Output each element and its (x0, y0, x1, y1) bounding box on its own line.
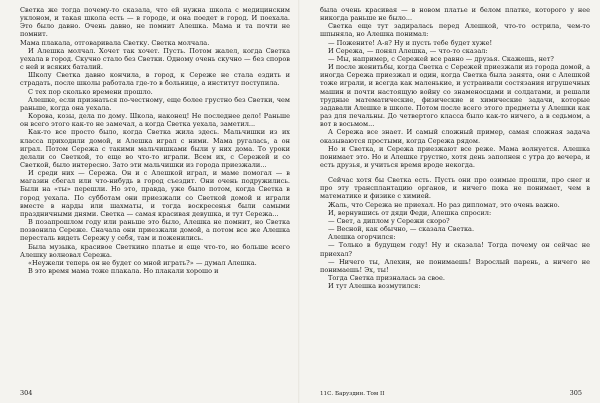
paragraph: А Сережа все знает. И самый сложный пример, самая сложная задача оказываются простыми, когда Сережа рядом. (320, 128, 590, 145)
paragraph: Алешке, если признаться по-честному, еще более грустно без Светки, чем раньше, когда она уехала. (20, 95, 290, 112)
right-page (320, 6, 590, 396)
paragraph: Алешка огорчился: (328, 233, 396, 242)
paragraph: Тогда Светка призналась за свое. (328, 274, 445, 282)
printer-signature: 11С. Баруздин. Том II (320, 391, 385, 397)
left-page (20, 6, 290, 396)
paragraph: — Свет, а диплом у Сережи скоро? (328, 216, 450, 225)
paragraph: Была музыка, красивое Светкино платье и еще что-то, но больше всего Алешку волновал Сережа. (20, 242, 290, 259)
paragraph: И Алешка молчал. Хочет так хочет. Пусть. Потом жалел, когда Светка уехала в город. Скучно стало без Светки. Одному очень скучно — без споров с ней и всяких баталий. (20, 46, 290, 72)
paragraph: — Только в будущем году! Ну и сказала! Тогда почему он сейчас не приехал? (320, 241, 590, 258)
paragraph: И, вернувшись от дяди Феди, Алешка спросил: (328, 208, 492, 217)
paragraph: Корова, козы, дела по дому. Школа, наконец! Не последнее дело! Раньше он всего этого как-то не замечал, а когда Светка уехала, заметил... (20, 112, 290, 129)
paragraph: И среди них — Сережа. Он и с Алешкой играл, и маме помогал — в магазин сбегал или что-нибудь в город съездит. Они очень подружились. Были на «ты» перешли. Но это, правда, уже было потом, когда Светка в город уехала. По субботам они приезжали со Светкой домой и играли вместе в нарды или шахматы, и тогда воскресенья были самыми праздничными днями. Светка — самая красивая девушка, и тут Сережа... (20, 169, 290, 218)
paragraph: Светка еще тут задиралась перед Алешкой, что-то острила, чем-то шпыняла, но Алешка понимал: (320, 22, 590, 39)
paragraph: Как-то все просто было, когда Светка жила здесь. Мальчишки из их класса приходили домой, и Алешка играл с ними. Мама ругалась, а он играл. Потом Сережа с такими мальчишками были у них дома. То уроки делали со Светкой, то еще во что-то играли. Всем их, с Сережей и со Светкой, было интересно. Зато эти мальчишки из города приезжали... (20, 128, 290, 169)
paragraph: Школу Светка давно кончила, в город, к Сереже не стала ездить и страдать, после школы работала где-то в больнице, а институт поступила. (20, 71, 290, 88)
paragraph: — Пожените! А-я? Ну и пусть тебе будет хуже! (328, 38, 493, 47)
paragraph: Но и Светка, и Сережа приезжают все реже. Мама волнуется. Алешка понимает это. Но и Алешке грустно, хотя день заполнен с утра до вечера, и есть друзья, и учиться время вроде некогда. (320, 144, 590, 169)
page-number-left: 304 (20, 389, 33, 397)
paragraph: — Весной, как обычно, — сказала Светка. (328, 225, 475, 234)
paragraph: И тут Алешка возмутился: (328, 282, 421, 291)
paragraph: Мама плакала, отговаривала Светку. Светка молчала. (20, 38, 210, 47)
paragraph: — Ничего ты, Алехин, не понимаешь! Взрослый парень, а ничего не понимаешь! Эх, ты! (320, 257, 590, 274)
paragraph: С тех пор сколько времени прошло. (28, 87, 153, 96)
paragraph: И Сережа, — понял Алешка, — что-то сказал: (328, 46, 488, 55)
paragraph: Сейчас хотя бы Светка есть. Пусть они про озимые прошли, про снег и про эту трансплантацию органов, и ничего пока не понимает, чем в математике и физике с химией. (320, 176, 590, 201)
paragraph: — Мы, например, с Сережей все равно — друзья. Скажешь, нет? (328, 54, 554, 63)
paragraph: И после женитьбы, когда Светка с Сережей приезжали из города домой, а иногда Сережа приезжал и один, когда Светка была занята, они с Алешкой тоже играли, и всегда как маленькие, и устраивали состязания игрушечных машин и почти настоящую войну со знаменосцами и солдатами, и решали трудные математические, физические и химические задачи, которые задавали Алешке в школе. Потом после всего этого предметы у Алешки как раз для печальны. До четвертого класса было как-то ничего, а в седьмом, а вот в восьмом... (320, 63, 590, 129)
paragraph: В это время мама тоже плакала. Но плакали хорошо и (28, 267, 219, 275)
paragraph: «Неужели теперь он не будет со мной играть?» — думал Алешка. (28, 258, 257, 267)
paragraph: В позапрошлом году или раньше это было, Алешка не помнит, но Светка позвонила Сереже. Сначала они приезжали домой, а потом все же Алешка пересталь видеть Сережу у себя, там и поженились. (20, 218, 290, 243)
page-gutter (298, 0, 300, 403)
paragraph: была очень красивая — в новом платье и белом платке, которого у нее никогда раньше не было... (320, 6, 590, 23)
paragraph: Светка же тогда почему-то сказала, что ей нужна школа с медицинским уклоном, и такая школа есть — в городе, и она поедет в город. И поехала. Это было давно. Очень давно, не помнит Алешка. Мама и та почти не помнит. (20, 6, 290, 39)
paragraph: Жаль, что Сережа не приехал. Но раз дипломат, это очень важно. (328, 200, 560, 209)
page-number-right: 305 (569, 389, 582, 397)
